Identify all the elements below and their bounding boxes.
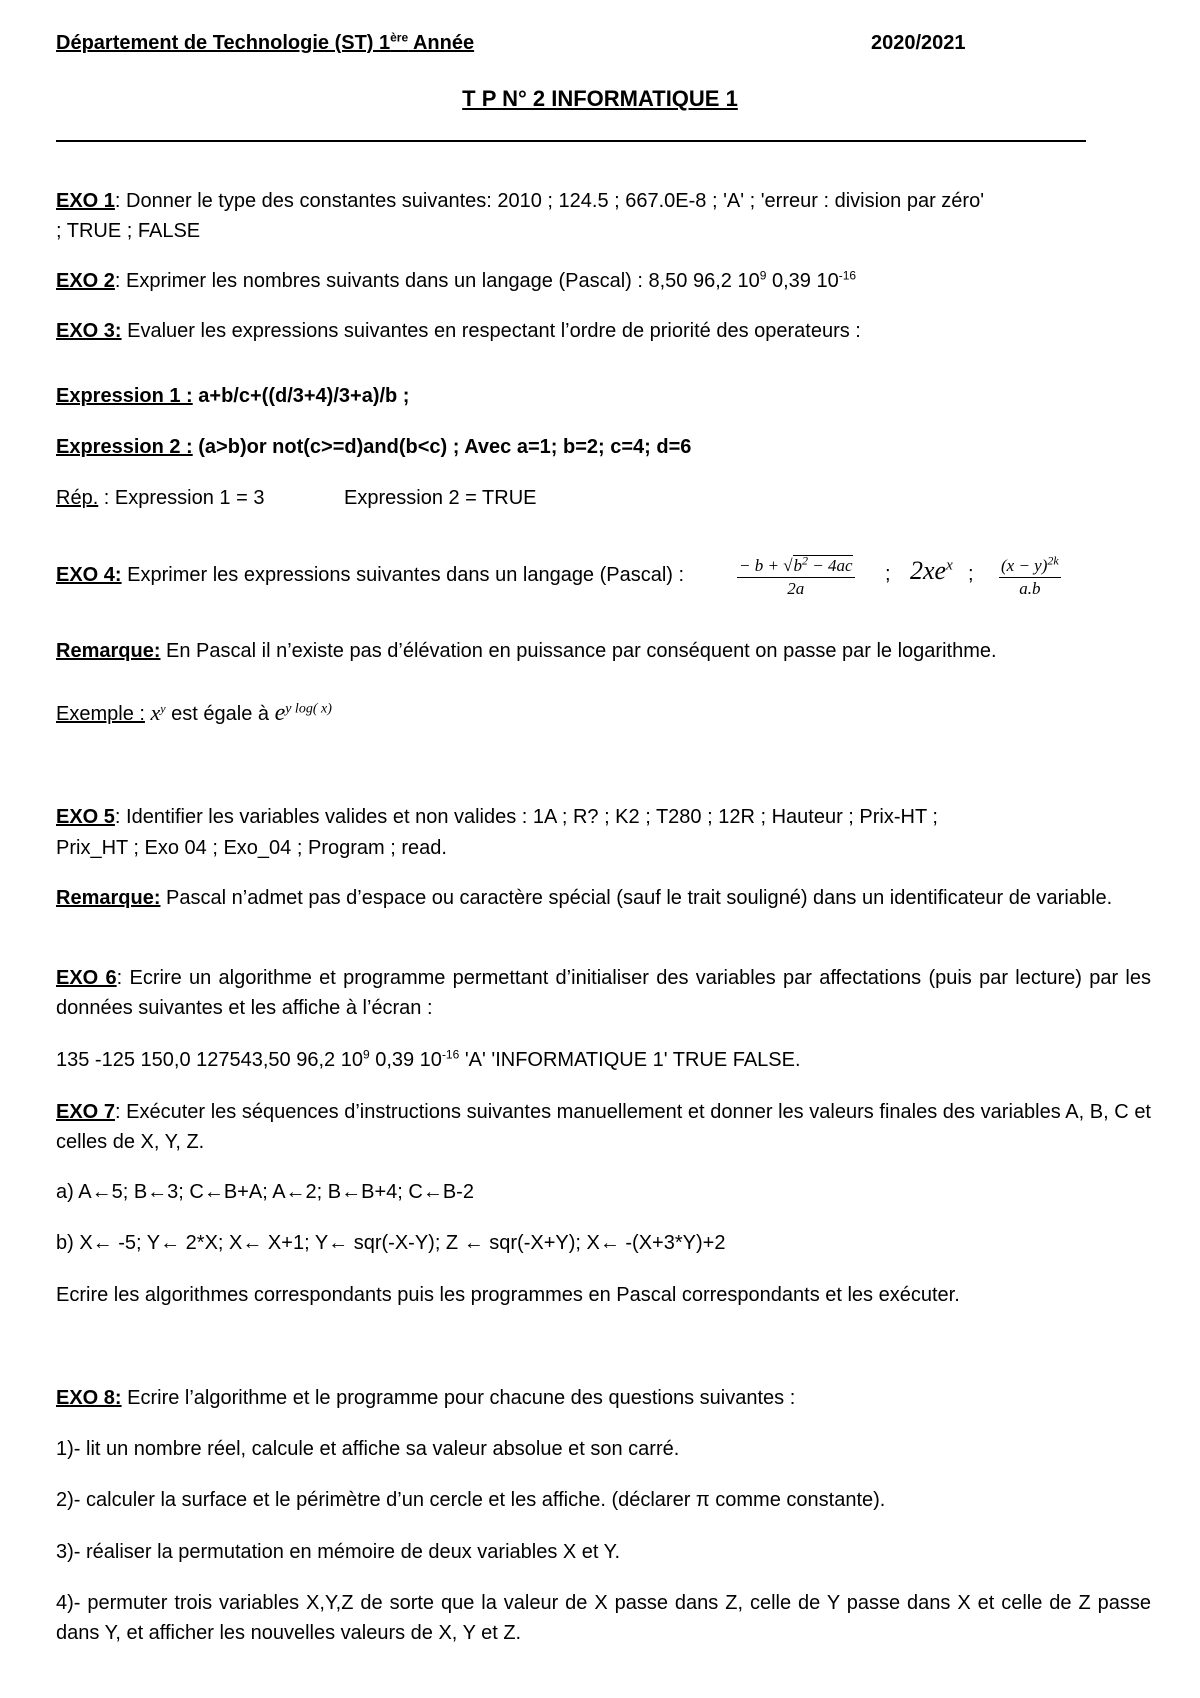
fraction-2 [999, 555, 1061, 600]
exo6-data [56, 1045, 1151, 1075]
exo4-text: Exprimer les expressions suivantes dans un langage (Pascal) : [121, 564, 685, 586]
exo5-remark-text: Pascal n’admet pas d’espace ou caractère spécial (sauf le trait souligné) dans un identificateur de variable. [160, 887, 1113, 909]
example-label: Exemple : [56, 703, 145, 725]
department-text: Département de Technologie (ST) 1 [56, 32, 391, 54]
department-suffix: Année [408, 32, 475, 54]
exo4-remark-text: En Pascal il n’existe pas d’élévation en puissance par conséquent on passe par le logarithme. [160, 640, 997, 662]
exo1-label: EXO 1 [56, 190, 115, 212]
formula-quadratic [733, 555, 859, 600]
example-e: e [274, 700, 286, 726]
exo1-text: : Donner le type des constantes suivantes: 2010 ; 124.5 ; 667.0E-8 ; 'A' ; 'erreur : division par zéro' [114, 190, 985, 212]
example-x: x [150, 700, 161, 725]
exo5-line1 [56, 802, 1151, 832]
exo8-question-4: 4)- permuter trois variables X,Y,Z de sorte que la valeur de X passe dans Z, celle de Y passe dans X et celle de Z passe dans Y, et afficher les nouvelles valeurs de X, Y et Z. [56, 1592, 1151, 1644]
fraction-2-denominator: a.b [1019, 579, 1041, 598]
exo8-text: Ecrire l’algorithme et le programme pour chacune des questions suivantes : [121, 1387, 796, 1409]
sqrt-radicand [793, 555, 853, 575]
radicand-c: − 4ac [808, 556, 853, 575]
example-y: y [160, 701, 166, 716]
exo7-text: : Exécuter les séquences d’instructions suivantes manuellement et donner les valeurs finales des variables A, B, C et celles de X, Y, Z. [56, 1101, 1151, 1153]
exo5-text: : Identifier les variables valides et non valides : 1A ; R? ; K2 ; T280 ; 12R ; Hauteur ; Prix-HT ; [114, 806, 938, 828]
exo6-data-exp2: -16 [441, 1047, 460, 1062]
exo6-paragraph [56, 963, 1151, 1023]
exo5-remark [56, 883, 1151, 913]
exo8-label: EXO 8: [56, 1387, 122, 1409]
exo7-paragraph [56, 1097, 1151, 1157]
exo8-line [56, 1383, 1151, 1413]
answer-label: Rép. [56, 487, 99, 509]
exo1-line2: ; TRUE ; FALSE [56, 220, 201, 242]
exo3-line [56, 316, 1151, 346]
fraction-2-num: (x − y) [1001, 556, 1048, 575]
formula-2xe [910, 556, 953, 586]
exo7-sequence-b: b) X← -5; Y← 2*X; X← X+1; Y← sqr(-X-Y); Z ← sqr(-X+Y); X← -(X+3*Y)+2 [56, 1232, 726, 1254]
exo5-label: EXO 5 [56, 806, 115, 828]
page-title: T P N° 2 INFORMATIQUE 1 [462, 86, 738, 111]
exo5-line2: Prix_HT ; Exo 04 ; Exo_04 ; Program ; read. [56, 837, 447, 859]
fraction-1 [737, 555, 855, 600]
fraction-1-num-a: − b + [739, 556, 784, 575]
formula-power [995, 555, 1065, 600]
title-rule [56, 140, 1086, 142]
answer-1: : Expression 1 = 3 [98, 487, 265, 509]
department-sup: ère [390, 30, 409, 45]
expression2-text: (a>b)or not(c>=d)and(b<c) ; Avec a=1; b=2; c=4; d=6 [192, 436, 692, 458]
fraction-1-denominator: 2a [787, 579, 805, 598]
exo4-line [56, 560, 1151, 590]
example-mid: est égale à [165, 703, 275, 725]
exo6-data-a: 135 -125 150,0 127543,50 96,2 10 [56, 1049, 363, 1071]
exo6-label: EXO 6 [56, 967, 117, 989]
formula-2xe-base: 2xe [910, 556, 947, 585]
fraction-2-numerator [999, 555, 1061, 578]
exo3-text: Evaluer les expressions suivantes en respectant l’ordre de priorité des operateurs : [121, 320, 861, 342]
exo7-final: Ecrire les algorithmes correspondants puis les programmes en Pascal correspondants et les exécuter. [56, 1284, 960, 1306]
exo3-label: EXO 3: [56, 320, 122, 342]
exo2-line [56, 266, 1151, 296]
department-header [56, 28, 474, 58]
exo2-text: : Exprimer les nombres suivants dans un langage (Pascal) : 8,50 96,2 10 [114, 270, 760, 292]
answer-2: Expression 2 = TRUE [344, 487, 537, 509]
formula-sep2: ; [968, 563, 974, 585]
expression1-label: Expression 1 : [56, 385, 193, 407]
radicand-exp: 2 [802, 553, 809, 568]
exo2-label: EXO 2 [56, 270, 115, 292]
answer-line [56, 483, 1151, 513]
radicand-b: b [793, 556, 803, 575]
exo4-remark [56, 636, 1151, 666]
exo8-question-2: 2)- calculer la surface et le périmètre d’un cercle et les affiche. (déclarer π comme constante). [56, 1489, 886, 1511]
exo6-data-exp1: 9 [362, 1047, 370, 1062]
exo8-question-1: 1)- lit un nombre réel, calcule et affiche sa valeur absolue et son carré. [56, 1438, 680, 1460]
example-exp: y log( x) [285, 701, 332, 717]
expression2-label: Expression 2 : [56, 436, 193, 458]
exo6-data-b: 0,39 10 [369, 1049, 442, 1071]
exo4-label: EXO 4: [56, 564, 122, 586]
formula-sep1: ; [885, 563, 891, 585]
exo6-text: : Ecrire un algorithme et programme permettant d’initialiser des variables par affectations (puis par lecture) par les données suivantes et les affiche à l’écran : [56, 967, 1151, 1019]
exo7-label: EXO 7 [56, 1101, 115, 1123]
exo2-exp2: -16 [838, 268, 857, 283]
exo2-exp1: 9 [759, 268, 767, 283]
exo6-data-c: 'A' 'INFORMATIQUE 1' TRUE FALSE. [459, 1049, 801, 1071]
expression1-line [56, 381, 1151, 411]
fraction-2-exp: 2k [1047, 553, 1059, 568]
exo1-line1 [56, 186, 1151, 216]
expression2-line [56, 432, 1151, 462]
exo4-example [56, 698, 1151, 729]
formula-2xe-exp: x [946, 557, 953, 574]
exo2-text-b: 0,39 10 [766, 270, 839, 292]
exo4-remark-label: Remarque: [56, 640, 161, 662]
exo7-sequence-a: a) A←5; B←3; C←B+A; A←2; B←B+4; C←B-2 [56, 1181, 474, 1203]
exo5-remark-label: Remarque: [56, 887, 161, 909]
fraction-1-numerator: − $b + √b^2 - 4ac$ [737, 555, 855, 578]
school-year: 2020/2021 [871, 32, 966, 54]
exo8-question-3: 3)- réaliser la permutation en mémoire de deux variables X et Y. [56, 1541, 620, 1563]
expression1-text: a+b/c+((d/3+4)/3+a)/b ; [192, 385, 410, 407]
